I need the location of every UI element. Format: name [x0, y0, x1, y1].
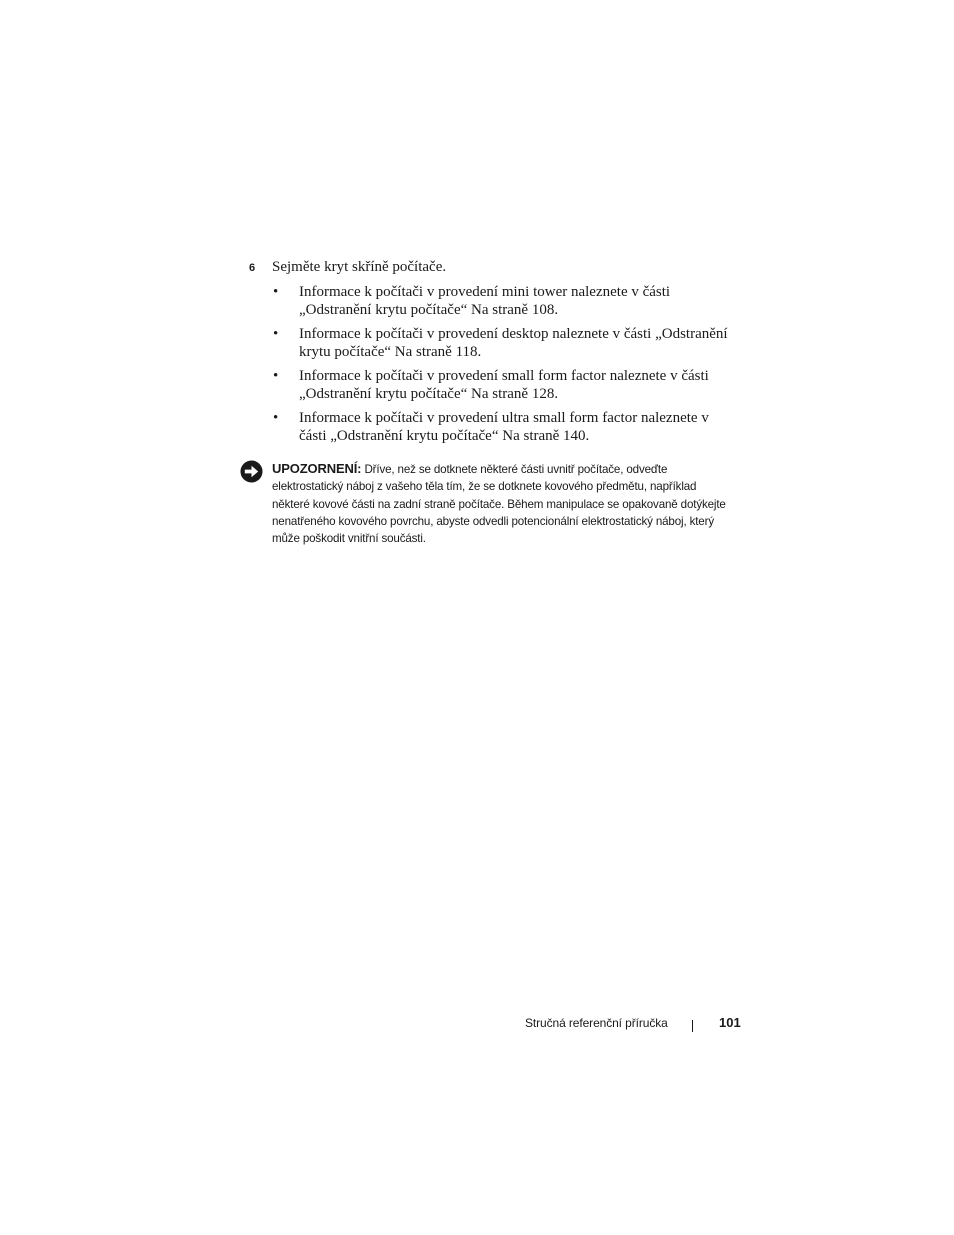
bullet-symbol: • — [273, 410, 279, 426]
footer-separator — [692, 1020, 693, 1032]
page-footer — [525, 1014, 745, 1036]
footer-title: Stručná referenční příručka — [525, 1016, 668, 1030]
bullet-text: Informace k počítači v provedení mini tower naleznete v části „Odstranění krytu počítače“ Na straně 108. — [299, 284, 671, 318]
bullet-text: Informace k počítači v provedení desktop naleznete v části „Odstranění krytu počítače“ Na straně 118. — [299, 326, 728, 360]
bullet-text: Informace k počítači v provedení ultra small form factor naleznete v části „Odstranění krytu počítače“ Na straně 140. — [299, 410, 709, 444]
bullet-list — [249, 283, 739, 445]
step-text: Sejměte kryt skříně počítače. — [272, 259, 447, 275]
step-number: 6 — [249, 262, 256, 274]
list-item — [249, 283, 739, 319]
bullet-symbol: • — [273, 368, 279, 384]
list-item — [249, 409, 739, 445]
list-item — [249, 367, 739, 403]
list-item — [249, 325, 739, 361]
notice-body — [272, 460, 730, 547]
notice-text: Dříve, než se dotknete některé části uvnitř počítače, odveďte elektrostatický náboj z vašeho těla tím, že se dotknete kovového předmětu, například některé kovové části na zadní straně počítače. Během manipulace se opakovaně dotýkejte nenatřeného kovového povrchu, abyste odvedli potencionální elektrostatický náboj, který může poškodit vnitřní součásti. — [272, 463, 726, 546]
arrow-right-circle-icon — [240, 460, 263, 483]
notice-label: UPOZORNENÍ: — [272, 461, 362, 476]
step-block — [249, 258, 739, 451]
bullet-text: Informace k počítači v provedení small form factor naleznete v části „Odstranění krytu počítače“ Na straně 128. — [299, 368, 709, 402]
step-heading — [249, 258, 739, 277]
bullet-symbol: • — [273, 284, 279, 300]
bullet-symbol: • — [273, 326, 279, 342]
notice-block — [240, 460, 730, 547]
page-number: 101 — [719, 1015, 741, 1030]
